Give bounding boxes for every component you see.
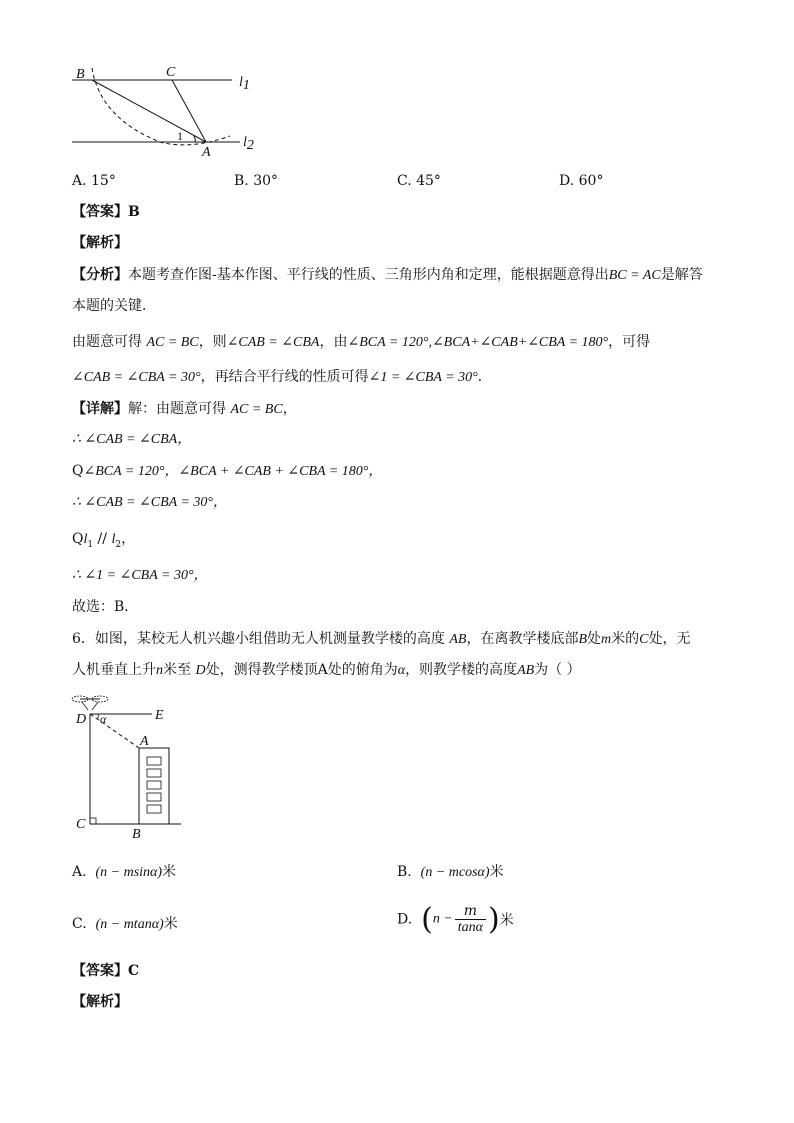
fraction-num: m	[455, 903, 486, 920]
expr-angle1: ∠1 = ∠CBA = 30°	[368, 370, 478, 385]
q5-step2	[72, 461, 382, 482]
q5-reason-line1	[72, 332, 650, 353]
var-A: A	[317, 662, 328, 678]
label-E: E	[155, 708, 164, 723]
text: ，在离教学楼底部	[466, 631, 579, 647]
q6-option-b[interactable]	[397, 862, 504, 883]
fraction	[455, 903, 486, 936]
q6-option-d[interactable]	[397, 902, 514, 937]
var-B: B	[578, 632, 588, 647]
label-C: C	[76, 817, 86, 832]
expr-bca-sum: ∠BCA = 120°,∠BCA+∠CAB+∠CBA = 180°	[347, 335, 609, 350]
figure-drone-building	[66, 690, 196, 842]
q5-reason-line2	[72, 367, 492, 388]
q5-step5: ∴ ∠1 = ∠CBA = 30°，	[72, 568, 208, 583]
building-windows	[147, 757, 161, 813]
q5-option-d[interactable]: D. 60°	[559, 173, 604, 189]
paren-right: )	[488, 902, 500, 937]
q6-stem-line1	[72, 629, 691, 650]
fraction-den: tanα	[457, 920, 484, 935]
because-q: Q	[72, 463, 84, 479]
var-m: m	[601, 632, 612, 647]
text: 处，无	[648, 631, 691, 647]
option-unit: 米	[499, 912, 514, 929]
q6-option-a[interactable]	[72, 862, 176, 883]
detail-label: 【详解】	[72, 401, 128, 417]
figure-parallel-lines	[60, 58, 270, 158]
drone-icon	[72, 696, 108, 710]
label-B: B	[132, 827, 141, 842]
text: ，	[282, 401, 297, 417]
q5-option-c[interactable]: C. 45°	[397, 173, 441, 189]
label-angle-1: 1	[177, 129, 183, 143]
step2-expr: ∠BCA = 120°，∠BCA + ∠CAB + ∠CBA = 180°，	[83, 464, 383, 479]
var-n: n	[156, 663, 163, 678]
q5-answer: 【答案】B	[72, 204, 140, 220]
option-unit: 米	[163, 916, 178, 932]
option-expr: (n − mtanα)	[95, 917, 164, 932]
label-B: B	[76, 67, 85, 82]
label-A: A	[202, 145, 211, 158]
q5-option-a[interactable]: A. 15°	[72, 173, 116, 189]
var-C: C	[639, 632, 649, 647]
text: ，可得	[608, 334, 651, 350]
paren-left: (	[421, 902, 433, 937]
l2-sub: 2	[115, 539, 122, 550]
label-l2: l2	[243, 135, 254, 153]
label-A: A	[140, 734, 149, 749]
expr-ac-bc: AC = BC	[146, 335, 199, 350]
text: ，	[121, 531, 136, 547]
text: ．	[477, 369, 492, 385]
option-label: B.	[397, 864, 412, 880]
fenxi-text-2: 是解答	[660, 267, 703, 283]
label-alpha: α	[100, 712, 107, 726]
fenxi-expr: BC = AC	[608, 268, 661, 283]
expr-30: ∠CAB = ∠CBA = 30°	[72, 370, 201, 385]
text: 由题意可得	[72, 334, 147, 350]
expr-cab-cba: ∠CAB = ∠CBA	[226, 335, 320, 350]
detail-expr: AC = BC	[230, 402, 283, 417]
text: 为（ ）	[534, 662, 581, 678]
var-AB: AB	[517, 663, 535, 678]
option-label: A.	[72, 864, 87, 880]
q5-fenxi-line2: 本题的关键．	[72, 298, 156, 314]
q6-stem-line2	[72, 660, 581, 681]
text: ，再结合平行线的性质可得	[200, 369, 369, 385]
var-alpha: α	[397, 663, 406, 678]
l2: l	[111, 532, 116, 547]
text: 米的	[611, 631, 640, 647]
q5-step4	[72, 529, 135, 555]
l1: l	[83, 532, 88, 547]
q6-answer: 【答案】C	[72, 963, 140, 979]
text: 米至	[163, 662, 196, 678]
parallel: //	[93, 531, 112, 547]
text: ，由	[319, 334, 348, 350]
text: 6．如图，某校无人机兴趣小组借助无人机测量教学楼的高度	[72, 631, 450, 647]
label-l1: l1	[239, 75, 250, 93]
angle-alpha-arc	[97, 714, 98, 719]
q5-option-b[interactable]: B. 30°	[234, 173, 279, 189]
option-expr-n: n −	[432, 911, 453, 927]
option-expr: (n − mcosα)	[420, 865, 490, 880]
q5-step3: ∴ ∠CAB = ∠CBA = 30°，	[72, 495, 227, 510]
q5-fenxi-line1	[72, 265, 703, 286]
var-AB: AB	[449, 632, 467, 647]
text: 人机垂直上升	[72, 662, 156, 678]
text: 处	[587, 631, 602, 647]
q5-detail-line	[72, 399, 297, 420]
text: ，则教学楼的高度	[405, 662, 518, 678]
fenxi-label: 【分析】	[72, 267, 128, 283]
q5-choice: 故选：B．	[72, 599, 139, 615]
building	[139, 748, 169, 824]
fenxi-text-1: 本题考查作图-基本作图、平行线的性质、三角形内角和定理，能根据题意得出	[128, 267, 609, 283]
text: ，则	[198, 334, 227, 350]
label-D: D	[76, 712, 87, 727]
q5-analysis-heading: 【解析】	[72, 235, 128, 251]
option-unit: 米	[162, 864, 177, 880]
label-C: C	[166, 65, 176, 80]
option-unit: 米	[489, 864, 504, 880]
var-D: D	[195, 663, 206, 678]
right-angle-mark	[90, 818, 96, 824]
text: 处，测得教学楼顶	[205, 662, 318, 678]
q5-step1: ∴ ∠CAB = ∠CBA，	[72, 432, 192, 447]
l1-sub: 1	[87, 539, 94, 550]
text: 解：由题意可得	[128, 401, 231, 417]
because-q: Q	[72, 531, 84, 547]
option-label: C.	[72, 916, 87, 932]
q6-option-c[interactable]	[72, 914, 178, 935]
angle-1-arc	[194, 136, 195, 142]
q6-analysis-heading: 【解析】	[72, 994, 128, 1010]
option-expr: (n − msinα)	[95, 865, 163, 880]
text: 处的俯角为	[327, 662, 398, 678]
option-label: D.	[397, 911, 413, 928]
